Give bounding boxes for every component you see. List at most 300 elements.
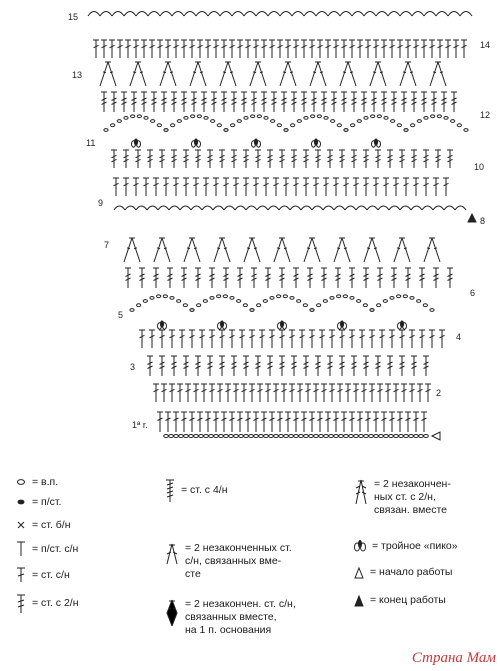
scallop [400, 12, 412, 17]
stitch [237, 40, 243, 58]
stitch [305, 384, 311, 402]
stitch [369, 384, 375, 402]
stitch [327, 356, 333, 376]
stitch [349, 40, 355, 58]
scallop [268, 206, 279, 210]
chain-arc [104, 115, 168, 132]
scallop [448, 12, 460, 17]
stitch [159, 330, 165, 348]
legend-slip [14, 496, 61, 509]
row-label-right: 2 [436, 388, 442, 398]
stitch [279, 150, 285, 168]
stitch [325, 40, 331, 58]
stitch [361, 384, 367, 402]
legend-dc [14, 566, 70, 584]
stitch [133, 178, 139, 196]
legend-start [352, 566, 452, 580]
stitch [201, 384, 207, 402]
stitch [339, 330, 345, 348]
scallop [290, 206, 301, 210]
stitch [433, 178, 439, 196]
stitch [241, 92, 247, 112]
stitch [417, 384, 423, 402]
stitch [265, 384, 271, 402]
stitch [157, 412, 163, 432]
stitch [363, 150, 369, 168]
legend-cluster-base-text: = 2 незакончен. ст. с/н, связанных вместе, на 1 п. основания [185, 598, 296, 636]
stitch [153, 268, 159, 288]
scallop [367, 206, 378, 210]
stitch [197, 40, 203, 58]
scallop [280, 12, 292, 17]
stitch [393, 178, 399, 196]
stitch [233, 384, 239, 402]
scallop [312, 206, 323, 210]
stitch [223, 268, 229, 288]
stitch [341, 412, 347, 432]
stitch [239, 330, 245, 348]
scallop [160, 12, 172, 17]
stitch [309, 40, 315, 58]
stitch [279, 330, 285, 348]
stitch [369, 330, 375, 348]
stitch [345, 384, 351, 402]
stitch [217, 384, 223, 402]
stitch [265, 268, 271, 288]
stitch [419, 268, 425, 288]
stitch [279, 356, 285, 376]
stitch [419, 330, 425, 348]
stitch [291, 150, 297, 168]
scallop [455, 206, 466, 210]
chain-arc [130, 295, 194, 312]
stitch [363, 268, 369, 288]
legend-chain-text: = в.п. [32, 476, 59, 488]
stitch [147, 150, 153, 168]
stitch [231, 92, 237, 112]
stitch [409, 384, 415, 402]
stitch [219, 356, 225, 376]
row-label-left: 13 [72, 70, 83, 80]
row-label-right: 10 [474, 162, 485, 172]
stitch [411, 150, 417, 168]
legend-dtr [163, 478, 228, 504]
stitch [117, 40, 123, 58]
stitch [193, 384, 199, 402]
scallop [460, 12, 472, 17]
stitch [143, 178, 149, 196]
picot [372, 139, 381, 147]
stitch [291, 356, 297, 376]
stitch [339, 150, 345, 168]
stitch [285, 40, 291, 58]
scallop [196, 12, 208, 17]
stitch [269, 412, 275, 432]
scallop [235, 206, 246, 210]
stitch [183, 150, 189, 168]
stitch [293, 412, 299, 432]
scallop [323, 206, 334, 210]
stitch [229, 40, 235, 58]
stitch [163, 178, 169, 196]
stitch [225, 384, 231, 402]
stitch [337, 384, 343, 402]
stitch [245, 412, 251, 432]
stitch [195, 150, 201, 168]
stitch [329, 384, 335, 402]
chain-arc [344, 115, 408, 132]
stitch [447, 150, 453, 168]
stitch [169, 330, 175, 348]
legend-hdc [14, 540, 78, 558]
stitch [389, 40, 395, 58]
stitch [261, 92, 267, 112]
chain-icon [14, 476, 28, 488]
cluster-base-icon [163, 598, 181, 628]
cluster [370, 62, 386, 86]
start-triangle-icon [432, 432, 440, 440]
stitch [111, 92, 117, 112]
stitch [153, 178, 159, 196]
chart-body [88, 12, 476, 441]
stitch [101, 40, 107, 58]
stitch [303, 150, 309, 168]
stitch [195, 268, 201, 288]
stitch [327, 150, 333, 168]
stitch [251, 268, 257, 288]
legend-hdc-text: = п/ст. с/н [32, 543, 79, 555]
stitch [149, 40, 155, 58]
scallop [316, 12, 328, 17]
stitch [191, 92, 197, 112]
stitch [133, 40, 139, 58]
scallop [378, 206, 389, 210]
stitch [429, 330, 435, 348]
stitch [445, 40, 451, 58]
stitch [189, 330, 195, 348]
stitch [195, 356, 201, 376]
stitch [237, 268, 243, 288]
stitch [243, 178, 249, 196]
stitch [423, 178, 429, 196]
stitch [229, 412, 235, 432]
stitch [405, 412, 411, 432]
scallop [279, 206, 290, 210]
chain-arc [250, 295, 314, 312]
row-label-left: 7 [104, 240, 110, 250]
stitch [169, 384, 175, 402]
stitch [335, 268, 341, 288]
stitch [413, 40, 419, 58]
stitch [173, 412, 179, 432]
stitch [221, 92, 227, 112]
stitch [357, 40, 363, 58]
stitch [409, 330, 415, 348]
stitch [405, 268, 411, 288]
scallop [158, 206, 169, 210]
row-label-right: 8 [480, 216, 486, 226]
stitch [309, 330, 315, 348]
picot [312, 139, 321, 147]
quad-treble-icon [163, 478, 177, 504]
stitch [331, 92, 337, 112]
stitch [207, 356, 213, 376]
stitch [401, 384, 407, 402]
stitch [173, 178, 179, 196]
watermark-text: Страна Мам [411, 650, 496, 666]
stitch [437, 40, 443, 58]
stitch [339, 356, 345, 376]
stitch [333, 412, 339, 432]
legend-sc [14, 519, 71, 532]
legend-cluster-base [163, 598, 296, 637]
stitch [243, 150, 249, 168]
stitch [171, 356, 177, 376]
stitch [255, 150, 261, 168]
stitch [447, 268, 453, 288]
scallop [334, 206, 345, 210]
stitch [209, 268, 215, 288]
scallop [268, 12, 280, 17]
scallop [256, 12, 268, 17]
stitch [269, 330, 275, 348]
stitch [387, 150, 393, 168]
stitch [361, 92, 367, 112]
legend-tr [14, 593, 79, 615]
stitch [405, 40, 411, 58]
stitch [421, 412, 427, 432]
stitch [359, 330, 365, 348]
picot [218, 321, 227, 329]
stitch [435, 150, 441, 168]
stitch [387, 356, 393, 376]
stitch [401, 92, 407, 112]
stitch [151, 92, 157, 112]
cluster [190, 62, 206, 86]
scallop [444, 206, 455, 210]
stitch [301, 92, 307, 112]
stitch [351, 92, 357, 112]
row-label-left: 5 [118, 310, 124, 320]
row-label-left: 3 [130, 362, 136, 372]
stitch [237, 412, 243, 432]
treble-icon [14, 593, 28, 615]
stitch [149, 330, 155, 348]
legend-cluster-text: = 2 незаконченных ст. с/н, связанных вме- сте [185, 542, 292, 580]
picot [192, 139, 201, 147]
legend-dc-text: = ст. с/н [32, 569, 70, 581]
stitch [299, 330, 305, 348]
scallop [376, 12, 388, 17]
picot [338, 321, 347, 329]
legend-sc-text: = ст. б/н [32, 519, 71, 531]
scallop [184, 12, 196, 17]
stitch [353, 384, 359, 402]
stitch [209, 330, 215, 348]
cluster [334, 238, 350, 262]
legend-tr-text: = ст. с 2/н [32, 597, 79, 609]
cluster [424, 238, 440, 262]
stitch [403, 178, 409, 196]
cross-icon [14, 519, 28, 531]
stitch [381, 412, 387, 432]
scallop [424, 12, 436, 17]
row-label-right: 6 [470, 288, 476, 298]
stitch [373, 178, 379, 196]
cluster [214, 238, 230, 262]
scallop [301, 206, 312, 210]
cluster [304, 238, 320, 262]
row-label-left: 9 [98, 198, 104, 208]
picot-icon [352, 538, 368, 556]
stitch [301, 412, 307, 432]
stitch [261, 40, 267, 58]
stitch [423, 150, 429, 168]
cluster [124, 238, 140, 262]
stitch [123, 150, 129, 168]
stitch [219, 150, 225, 168]
scallop [147, 206, 158, 210]
scallop [148, 12, 160, 17]
cluster [400, 62, 416, 86]
cluster-icon [163, 542, 181, 568]
stitch [321, 92, 327, 112]
chain-arc [310, 295, 374, 312]
stitch [313, 384, 319, 402]
stitch [201, 92, 207, 112]
stitch [351, 150, 357, 168]
stitch [441, 92, 447, 112]
stitch [213, 412, 219, 432]
scallop [169, 206, 180, 210]
scallop [356, 206, 367, 210]
scallop [433, 206, 444, 210]
stitch [453, 40, 459, 58]
picot [158, 321, 167, 329]
stitch [193, 178, 199, 196]
stitch [431, 92, 437, 112]
stitch [429, 40, 435, 58]
chain-arc [164, 115, 228, 132]
stitch [233, 178, 239, 196]
stitch [333, 178, 339, 196]
chain-arc [404, 115, 468, 132]
stitch [277, 412, 283, 432]
stitch [243, 356, 249, 376]
stitch [317, 40, 323, 58]
stitch [433, 268, 439, 288]
stitch [219, 330, 225, 348]
legend-slip-text: = п/ст. [32, 496, 62, 508]
row-label-left: 1ª r. [132, 420, 148, 430]
scallop [114, 206, 125, 210]
stitch [413, 412, 419, 432]
legend-picot-text: = тройное «пико» [372, 540, 458, 552]
stitch [159, 356, 165, 376]
stitch [421, 40, 427, 58]
cluster [364, 238, 380, 262]
stitch [329, 330, 335, 348]
scallop [345, 206, 356, 210]
scallop [232, 12, 244, 17]
stitch [135, 150, 141, 168]
stitch [125, 268, 131, 288]
row-label-right: 12 [480, 110, 491, 120]
stitch [333, 40, 339, 58]
stitch [259, 330, 265, 348]
cluster [394, 238, 410, 262]
stitch [315, 356, 321, 376]
stitch [209, 384, 215, 402]
scallop [389, 206, 400, 210]
stitch [171, 92, 177, 112]
stitch [461, 40, 467, 58]
stitch [277, 40, 283, 58]
legend-cluster [163, 542, 292, 581]
stitch [285, 412, 291, 432]
legend-cluster-tr [352, 478, 451, 517]
legend-dtr-text: = ст. с 4/н [181, 484, 228, 496]
scallop [422, 206, 433, 210]
stitch [177, 384, 183, 402]
scallop [136, 206, 147, 210]
stitch [131, 92, 137, 112]
stitch [297, 384, 303, 402]
legend-picot [352, 538, 458, 556]
cluster [244, 238, 260, 262]
stitch [153, 384, 159, 402]
scallop [412, 12, 424, 17]
stitch [141, 92, 147, 112]
stitch [411, 92, 417, 112]
stitch [279, 268, 285, 288]
cluster [154, 238, 170, 262]
watermark [412, 650, 496, 667]
stitch [375, 356, 381, 376]
stitch [249, 384, 255, 402]
stitch [313, 178, 319, 196]
scallop [400, 206, 411, 210]
cluster [280, 62, 296, 86]
stitch [325, 412, 331, 432]
stitch [161, 92, 167, 112]
stitch [289, 330, 295, 348]
stitch [321, 384, 327, 402]
stitch [171, 150, 177, 168]
stitch [93, 40, 99, 58]
stitch [165, 40, 171, 58]
stitch [231, 356, 237, 376]
stitch [293, 40, 299, 58]
stitch [203, 178, 209, 196]
stitch [123, 178, 129, 196]
stitch [349, 268, 355, 288]
half-double-icon [14, 540, 28, 558]
stitch [341, 92, 347, 112]
scallop [220, 12, 232, 17]
stitch [289, 384, 295, 402]
stitch [411, 356, 417, 376]
scallop [304, 12, 316, 17]
stitch [377, 384, 383, 402]
row-label-left: 15 [68, 12, 79, 22]
stitch [167, 268, 173, 288]
stitch [255, 356, 261, 376]
cluster [160, 62, 176, 86]
stitch [377, 268, 383, 288]
scallop [364, 12, 376, 17]
chain-arc [224, 115, 288, 132]
